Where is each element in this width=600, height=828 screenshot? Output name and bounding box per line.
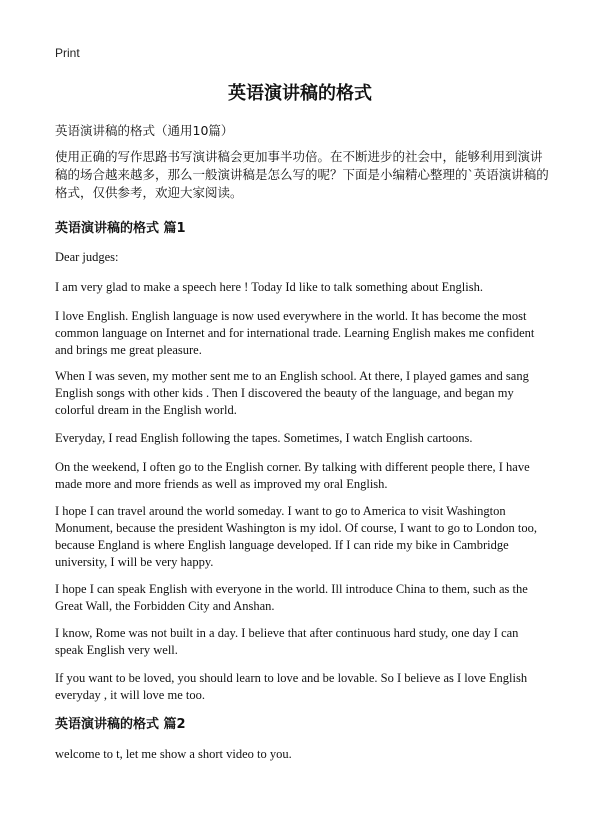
print-link[interactable]: Print — [55, 46, 80, 60]
page-title: 英语演讲稿的格式 — [228, 83, 372, 104]
paragraph-love-english: I love English. English language is now used everywhere in the world. It has become the most common language on Internet and for international trade. Learning English makes me confident and brings me great pleasure. — [55, 309, 535, 357]
intro-paragraph: 使用正确的写作思路书写演讲稿会更加事半功倍。在不断进步的社会中，能够利用到演讲稿的场合越来越多，那么一般演讲稿是怎么写的呢？下面是小编精心整理的`英语演讲稿的格式，仅供参考，欢迎大家阅读。 — [55, 149, 549, 200]
section-heading-1: 英语演讲稿的格式 篇1 — [55, 221, 186, 236]
paragraph-everyday: Everyday, I read English following the tapes. Sometimes, I watch English cartoons. — [55, 431, 473, 445]
document-subtitle: 英语演讲稿的格式（通用10篇） — [55, 123, 234, 138]
paragraph-salutation: Dear judges: — [55, 250, 119, 264]
paragraph-rome: I know, Rome was not built in a day. I believe that after continuous hard study, one day I can speak English very well. — [55, 626, 519, 657]
paragraph-welcome: welcome to t, let me show a short video to you. — [55, 747, 292, 761]
paragraph-speak-english: I hope I can speak English with everyone in the world. Ill introduce China to them, such as the Great Wall, the Forbidden City and Anshan. — [55, 582, 528, 613]
paragraph-opening: I am very glad to make a speech here ! Today Id like to talk something about English. — [55, 280, 483, 294]
section-heading-2: 英语演讲稿的格式 篇2 — [55, 717, 186, 732]
paragraph-childhood: When I was seven, my mother sent me to an English school. At there, I played games and sang English songs with other kids . Then I discovered the beauty of the language, and began my colorful dream in the English world. — [55, 369, 529, 417]
paragraph-travel: I hope I can travel around the world someday. I want to go to America to visit Washington Monument, because the president Washington is my idol. Of course, I want to go to London too, because England is where English language developed. If I can ride my bike in Cambridge university, I will be very happy. — [55, 504, 538, 569]
paragraph-weekend: On the weekend, I often go to the English corner. By talking with different people there, I have made more and more friends as well as improved my oral English. — [55, 460, 530, 491]
paragraph-loved: If you want to be loved, you should learn to love and be lovable. So I believe as I love English everyday , it will love me too. — [55, 671, 528, 702]
